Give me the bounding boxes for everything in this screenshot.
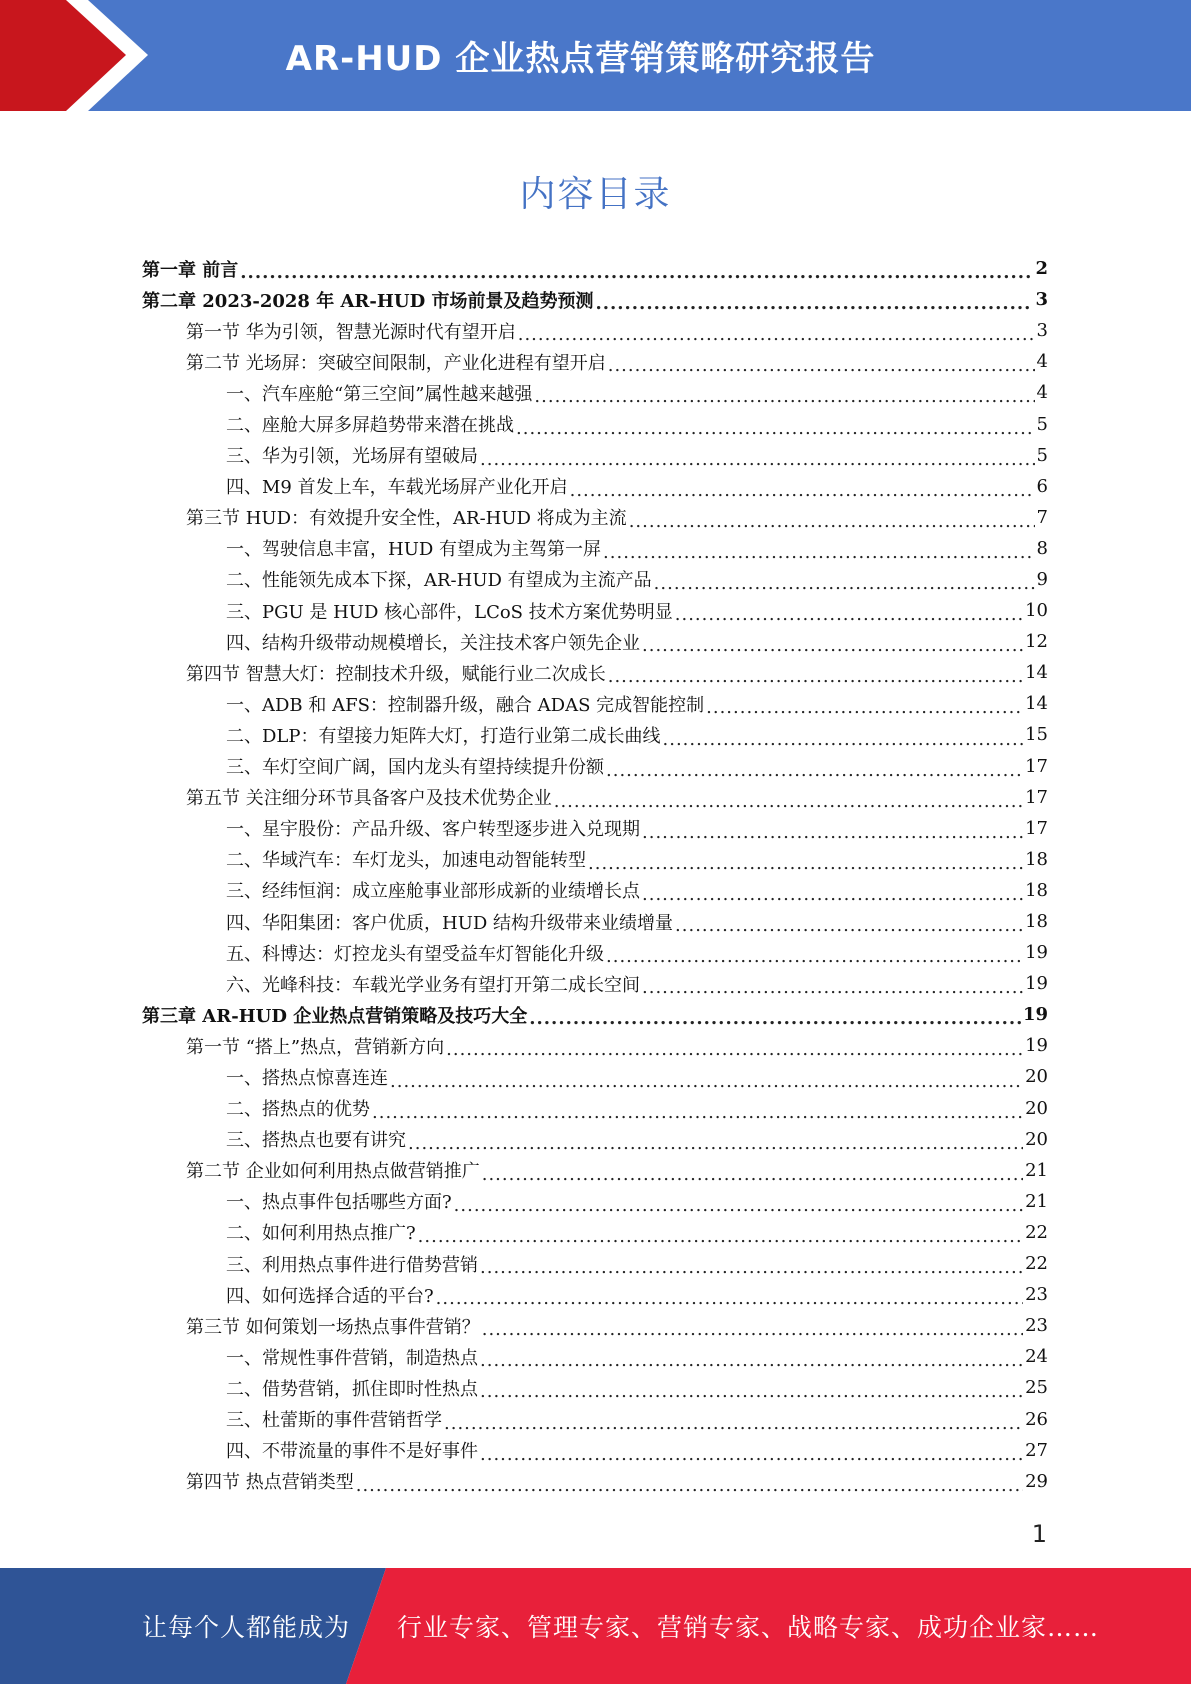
toc-leader-dots (480, 1381, 1023, 1403)
toc-entry-page: 5 (1036, 444, 1048, 466)
toc-entry-page: 15 (1025, 724, 1048, 746)
toc-entry-page: 4 (1036, 351, 1048, 373)
toc-entry-title: 三、利用热点事件进行借势营销 (226, 1254, 478, 1276)
toc-leader-dots (675, 604, 1023, 626)
toc-entry-title: 第一节 华为引领，智慧光源时代有望开启 (186, 321, 516, 343)
toc-entry-page: 17 (1025, 755, 1048, 777)
toc-entry-title: 四、M9 首发上车，车载光场屏产业化开启 (226, 477, 568, 499)
toc-entry[interactable] (142, 377, 1048, 408)
toc-entry[interactable] (142, 1124, 1048, 1155)
toc-entry-title: 六、光峰科技：车载光学业务有望打开第二成长空间 (226, 974, 640, 996)
toc-entry[interactable] (142, 564, 1048, 595)
toc-entry[interactable] (142, 1093, 1048, 1124)
toc-entry[interactable] (142, 657, 1048, 688)
toc-entry-title: 四、不带流量的事件不是好事件 (226, 1441, 478, 1463)
toc-entry-page: 21 (1025, 1190, 1048, 1212)
toc-leader-dots (482, 1319, 1023, 1341)
toc-entry[interactable] (142, 1435, 1048, 1466)
toc-leader-dots (534, 386, 1034, 408)
toc-entry[interactable] (142, 751, 1048, 782)
toc-entry-page: 2 (1035, 258, 1048, 280)
toc-entry[interactable] (142, 595, 1048, 626)
toc-leader-dots (516, 418, 1035, 440)
toc-entry[interactable] (142, 533, 1048, 564)
toc-leader-dots (663, 729, 1024, 751)
toc-entry-page: 17 (1025, 786, 1048, 808)
toc-leader-dots (642, 822, 1023, 844)
toc-entry-page: 8 (1036, 537, 1048, 559)
toc-entry-title: 三、经纬恒润：成立座舱事业部形成新的业绩增长点 (226, 881, 640, 903)
toc-entry-page: 6 (1036, 475, 1048, 497)
toc-entry[interactable] (142, 1310, 1048, 1341)
toc-leader-dots (372, 1102, 1023, 1124)
footer-slogan-left: 让每个人都能成为 (142, 1613, 351, 1642)
toc-entry[interactable] (142, 1155, 1048, 1186)
toc-entry[interactable] (142, 1248, 1048, 1279)
toc-entry-page: 10 (1025, 600, 1048, 622)
toc-entry[interactable] (142, 408, 1048, 439)
toc-entry[interactable] (142, 844, 1048, 875)
toc-leader-dots (446, 1039, 1023, 1061)
toc-entry-title: 第四节 热点营销类型 (186, 1472, 354, 1494)
toc-entry-title: 三、华为引领，光场屏有望破局 (226, 446, 478, 468)
toc-entry-title: 一、汽车座舱“第三空间”属性越来越强 (226, 383, 533, 405)
toc-entry-page: 22 (1025, 1221, 1048, 1243)
toc-leader-dots (606, 760, 1023, 782)
toc-entry-page: 26 (1025, 1408, 1048, 1430)
toc-entry-page: 23 (1025, 1284, 1048, 1306)
toc-entry-page: 24 (1025, 1346, 1048, 1368)
toc-entry-title: 一、星宇股份：产品升级、客户转型逐步进入兑现期 (226, 819, 640, 841)
toc-leader-dots (608, 666, 1023, 688)
toc-leader-dots (642, 884, 1023, 906)
toc-entry[interactable] (142, 875, 1048, 906)
toc-entry[interactable] (142, 1030, 1048, 1061)
toc-entry[interactable] (142, 626, 1048, 657)
toc-entry-title: 四、如何选择合适的平台? (226, 1285, 434, 1307)
toc-leader-dots (570, 480, 1035, 502)
toc-leader-dots (642, 635, 1023, 657)
toc-entry-page: 22 (1025, 1253, 1048, 1275)
toc-entry-page: 5 (1036, 413, 1048, 435)
toc-entry-title: 第二节 光场屏：突破空间限制，产业化进程有望开启 (186, 352, 606, 374)
toc-leader-dots (606, 946, 1023, 968)
toc-entry-title: 第三章 AR-HUD 企业热点营销策略及技巧大全 (142, 1005, 528, 1027)
toc-entry-page: 21 (1025, 1159, 1048, 1181)
toc-entry[interactable] (142, 471, 1048, 502)
header-title: AR-HUD 企业热点营销策略研究报告 (285, 39, 876, 79)
toc-entry-page: 25 (1025, 1377, 1048, 1399)
toc-leader-dots (408, 1133, 1023, 1155)
toc-entry[interactable] (142, 440, 1048, 471)
toc-entry-page: 14 (1025, 693, 1048, 715)
toc-entry[interactable] (142, 1279, 1048, 1310)
toc-entry-page: 19 (1025, 1035, 1048, 1057)
toc-entry[interactable] (142, 906, 1048, 937)
toc-entry-page: 18 (1025, 848, 1048, 870)
toc-entry[interactable] (142, 782, 1048, 813)
toc-entry-title: 二、华域汽车：车灯龙头，加速电动智能转型 (226, 850, 586, 872)
toc-leader-dots (436, 1288, 1023, 1310)
toc-entry-title: 一、常规性事件营销，制造热点 (226, 1347, 478, 1369)
toc-leader-dots (608, 355, 1035, 377)
toc-entry[interactable] (142, 1061, 1048, 1092)
toc-entry[interactable] (142, 1186, 1048, 1217)
toc-entry-page: 7 (1036, 506, 1048, 528)
toc-entry-page: 23 (1025, 1315, 1048, 1337)
toc-entry-page: 18 (1025, 911, 1048, 933)
toc-leader-dots (675, 915, 1023, 937)
toc-leader-dots (518, 324, 1035, 346)
toc-entry-title: 第一节 “搭上”热点，营销新方向 (186, 1036, 445, 1058)
toc-entry-title: 一、ADB 和 AFS：控制器升级，融合 ADAS 完成智能控制 (226, 694, 705, 716)
toc-leader-dots (454, 1195, 1023, 1217)
toc-entry-title: 第五节 关注细分环节具备客户及技术优势企业 (186, 788, 552, 810)
toc-entry-page: 3 (1035, 289, 1048, 311)
toc-entry[interactable] (142, 813, 1048, 844)
toc-entry-title: 四、华阳集团：客户优质，HUD 结构升级带来业绩增量 (226, 912, 674, 934)
toc-entry-title: 二、借势营销，抓住即时性热点 (226, 1378, 478, 1400)
toc-entry-page: 12 (1025, 631, 1048, 653)
toc-entry-title: 五、科博达：灯控龙头有望受益车灯智能化升级 (226, 943, 604, 965)
footer-banner (0, 1568, 1191, 1684)
toc-leader-dots (418, 1226, 1023, 1248)
toc-entry[interactable] (142, 688, 1048, 719)
toc-leader-dots (480, 1444, 1023, 1466)
toc-entry-title: 第四节 智慧大灯：控制技术升级，赋能行业二次成长 (186, 663, 606, 685)
toc-entry-page: 14 (1025, 662, 1048, 684)
toc-entry-title: 第二章 2023-2028 年 AR-HUD 市场前景及趋势预测 (142, 290, 594, 312)
toc-entry-title: 三、搭热点也要有讲究 (226, 1130, 406, 1152)
toc-leader-dots (444, 1413, 1023, 1435)
toc-entry-page: 17 (1025, 817, 1048, 839)
page-number: 1 (1031, 1520, 1047, 1548)
toc-entry-page: 9 (1036, 568, 1048, 590)
toc-entry-title: 一、驾驶信息丰富，HUD 有望成为主驾第一屏 (226, 539, 602, 561)
toc-leader-dots (529, 1008, 1021, 1030)
toc-entry-title: 二、座舱大屏多屏趋势带来潜在挑战 (226, 415, 514, 437)
header-banner (0, 0, 1191, 111)
toc-entry-title: 第三节 如何策划一场热点事件营销？ (186, 1316, 480, 1338)
toc-leader-dots (588, 853, 1023, 875)
toc-entry-page: 18 (1025, 879, 1048, 901)
toc-entry-title: 第二节 企业如何利用热点做营销推广 (186, 1161, 480, 1183)
toc-entry[interactable] (142, 1217, 1048, 1248)
toc-entry-page: 4 (1036, 382, 1048, 404)
toc-entry-page: 20 (1025, 1128, 1048, 1150)
toc-entry[interactable] (142, 502, 1048, 533)
toc-leader-dots (240, 262, 1033, 284)
toc-entry-title: 一、搭热点惊喜连连 (226, 1067, 388, 1089)
footer-slogan-right: 行业专家、管理专家、营销专家、战略专家、成功企业家…… (397, 1613, 1100, 1642)
toc-entry[interactable] (142, 1372, 1048, 1403)
toc-leader-dots (480, 1350, 1023, 1372)
toc-entry[interactable] (142, 1341, 1048, 1372)
toc-leader-dots (603, 542, 1035, 564)
toc-entry-title: 三、PGU 是 HUD 核心部件，LCoS 技术方案优势明显 (226, 601, 673, 623)
toc-entry-page: 3 (1036, 320, 1048, 342)
toc-entry-title: 二、如何利用热点推广? (226, 1223, 416, 1245)
toc-leader-dots (595, 293, 1033, 315)
toc-leader-dots (629, 511, 1035, 533)
toc-entry-title: 三、车灯空间广阔，国内龙头有望持续提升份额 (226, 757, 604, 779)
toc-entry[interactable] (142, 315, 1048, 346)
toc-entry[interactable] (142, 346, 1048, 377)
toc-entry-title: 一、热点事件包括哪些方面? (226, 1192, 452, 1214)
toc-entry[interactable] (142, 253, 1048, 284)
toc-leader-dots (654, 573, 1035, 595)
toc-entry-page: 19 (1025, 973, 1048, 995)
toc-entry-title: 三、杜蕾斯的事件营销哲学 (226, 1410, 442, 1432)
toc-entry-title: 第三节 HUD：有效提升安全性，AR-HUD 将成为主流 (186, 508, 627, 530)
toc-entry-title: 二、性能领先成本下探，AR-HUD 有望成为主流产品 (226, 570, 652, 592)
toc-entry-title: 第一章 前言 (142, 259, 239, 281)
toc-entry-title: 四、结构升级带动规模增长，关注技术客户领先企业 (226, 632, 640, 654)
toc-leader-dots (482, 1164, 1023, 1186)
toc-entry-page: 20 (1025, 1097, 1048, 1119)
toc-entry-page: 19 (1025, 942, 1048, 964)
toc-leader-dots (642, 977, 1023, 999)
toc-entry-title: 二、DLP：有望接力矩阵大灯，打造行业第二成长曲线 (226, 725, 661, 747)
toc-entry[interactable] (142, 284, 1048, 315)
toc-leader-dots (554, 791, 1023, 813)
toc-leader-dots (480, 449, 1035, 471)
toc-entry-page: 19 (1022, 1004, 1048, 1026)
table-of-contents (142, 253, 1048, 1497)
toc-entry[interactable] (142, 999, 1048, 1030)
toc-entry-title: 二、搭热点的优势 (226, 1099, 370, 1121)
toc-title: 内容目录 (519, 174, 672, 215)
toc-entry[interactable] (142, 1403, 1048, 1434)
toc-entry-page: 27 (1025, 1439, 1048, 1461)
toc-entry[interactable] (142, 1466, 1048, 1497)
toc-leader-dots (390, 1071, 1023, 1093)
toc-entry-page: 29 (1025, 1470, 1048, 1492)
toc-entry-page: 20 (1025, 1066, 1048, 1088)
toc-entry[interactable] (142, 937, 1048, 968)
toc-leader-dots (356, 1475, 1023, 1497)
header-arrow-icon (0, 0, 160, 111)
toc-entry[interactable] (142, 968, 1048, 999)
toc-leader-dots (480, 1257, 1023, 1279)
toc-entry[interactable] (142, 719, 1048, 750)
toc-leader-dots (706, 697, 1023, 719)
